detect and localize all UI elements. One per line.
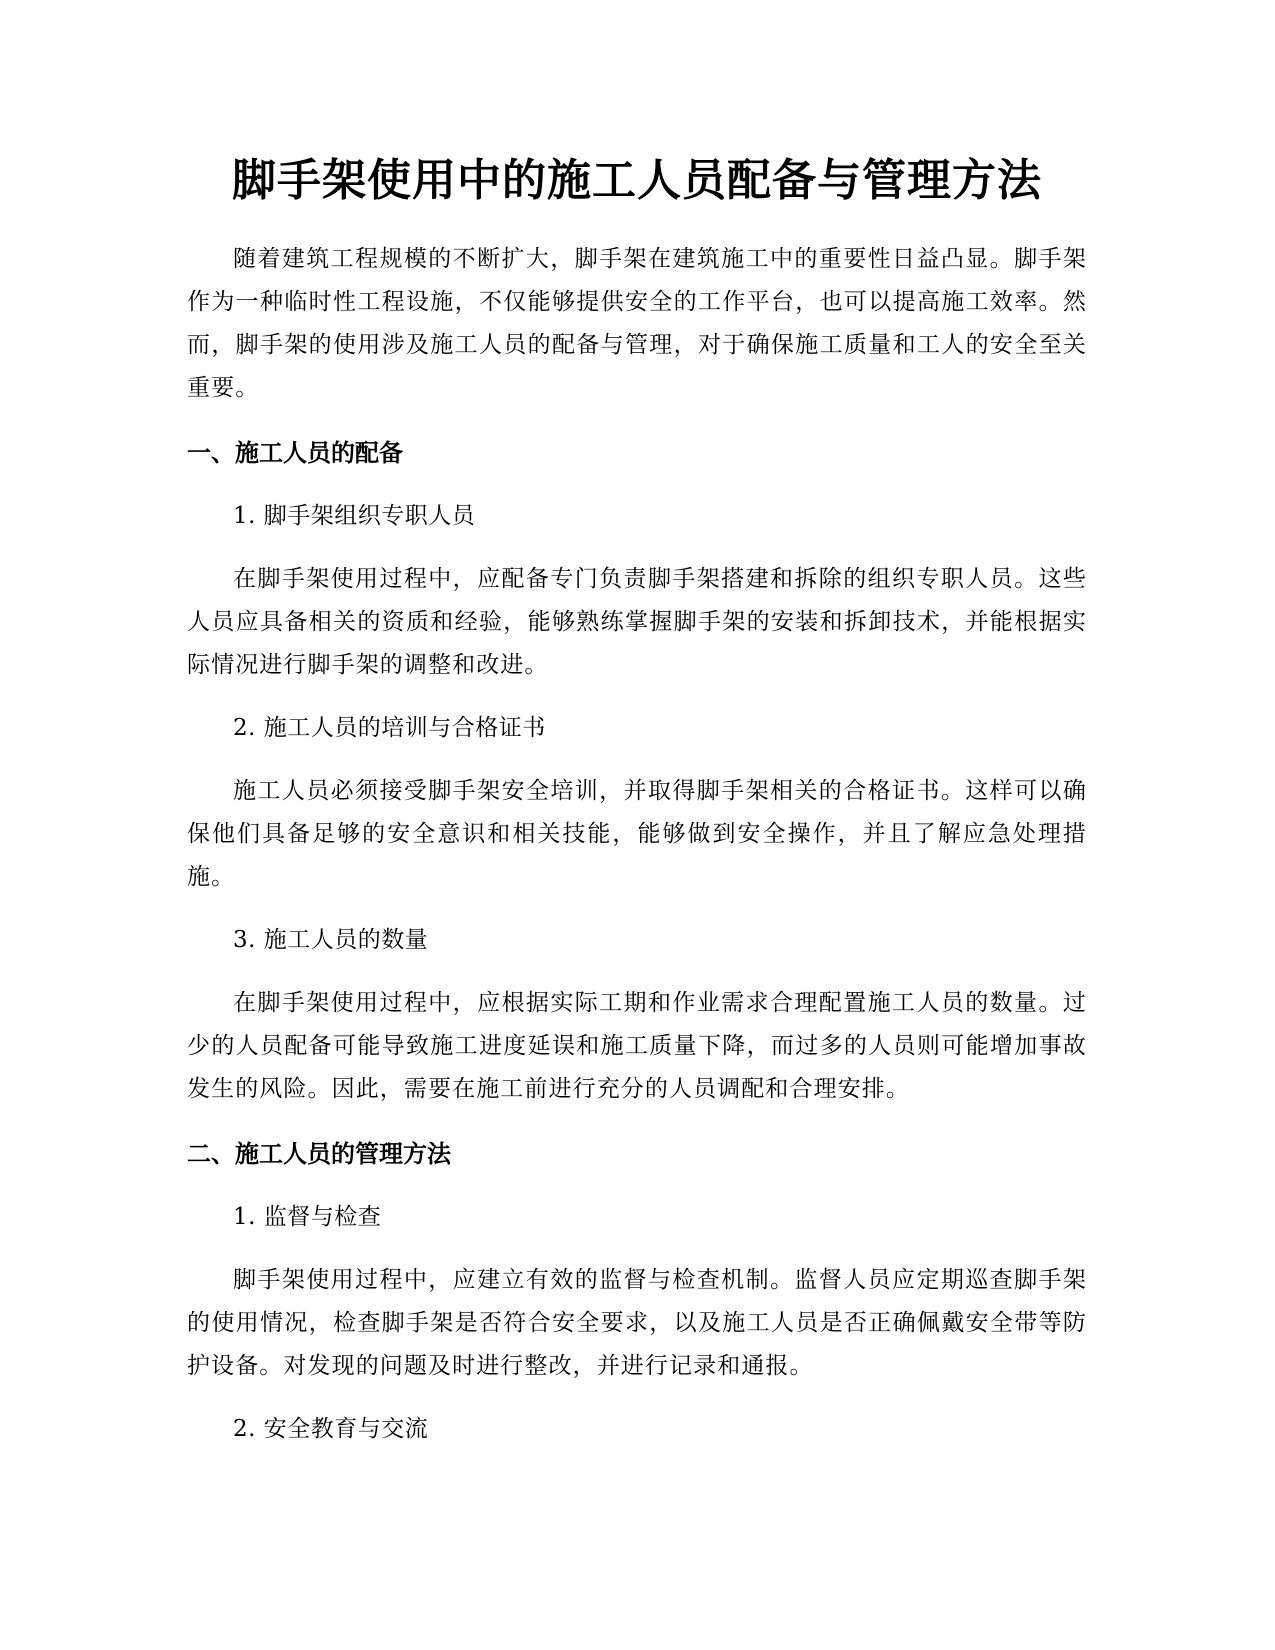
document-title: 脚手架使用中的施工人员配备与管理方法	[232, 155, 1042, 206]
intro-paragraph: 随着建筑工程规模的不断扩大，脚手架在建筑施工中的重要性日益凸显。脚手架作为一种临时性工程设施，不仅能够提供安全的工作平台，也可以提高施工效率。然而，脚手架的使用涉及施工人员的配备与管理，对于确保施工质量和工人的安全至关重要。	[187, 246, 1087, 401]
paragraph-staff-quantity: 在脚手架使用过程中，应根据实际工期和作业需求合理配置施工人员的数量。过少的人员配备可能导致施工进度延误和施工质量下降，而过多的人员则可能增加事故发生的风险。因此，需要在施工前进行充分的人员调配和合理安排。	[187, 990, 1087, 1102]
paragraph-dedicated-staff: 在脚手架使用过程中，应配备专门负责脚手架搭建和拆除的组织专职人员。这些人员应具备相关的资质和经验，能够熟练掌握脚手架的安装和拆卸技术，并能根据实际情况进行脚手架的调整和改进。	[187, 566, 1087, 678]
section-heading-management: 二、施工人员的管理方法	[187, 1140, 451, 1168]
item-heading-supervision: 1. 监督与检查	[233, 1204, 382, 1230]
item-heading-dedicated-staff: 1. 脚手架组织专职人员	[233, 503, 476, 529]
item-heading-training-certificate: 2. 施工人员的培训与合格证书	[233, 715, 546, 741]
item-heading-staff-quantity: 3. 施工人员的数量	[233, 927, 429, 953]
section-heading-staffing: 一、施工人员的配备	[187, 439, 403, 467]
document-body	[187, 148, 1087, 1451]
paragraph-training-certificate: 施工人员必须接受脚手架安全培训，并取得脚手架相关的合格证书。这样可以确保他们具备足够的安全意识和相关技能，能够做到安全操作，并且了解应急处理措施。	[187, 778, 1087, 890]
item-heading-safety-education: 2. 安全教育与交流	[233, 1416, 429, 1442]
paragraph-supervision: 脚手架使用过程中，应建立有效的监督与检查机制。监督人员应定期巡查脚手架的使用情况，检查脚手架是否符合安全要求，以及施工人员是否正确佩戴安全带等防护设备。对发现的问题及时进行整改，并进行记录和通报。	[187, 1267, 1087, 1379]
